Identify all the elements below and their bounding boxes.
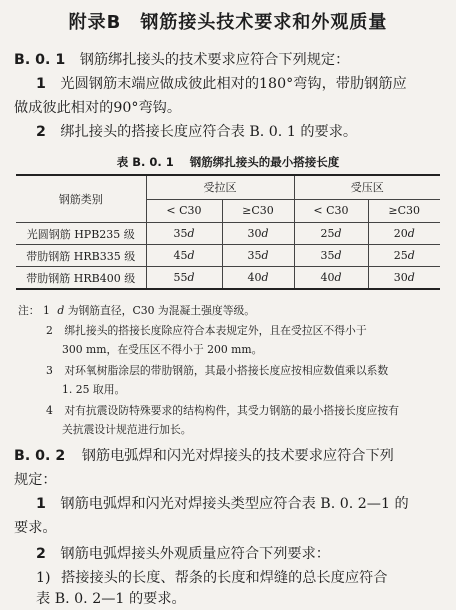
clause-number: B. 0. 1	[14, 52, 66, 68]
cell-value: 35d	[222, 245, 294, 267]
clause-text: 钢筋绑扎接头的技术要求应符合下列规定：	[79, 52, 350, 68]
cell-value: 25d	[368, 245, 440, 267]
clause-b02-item2	[36, 544, 330, 564]
cell-value: 40d	[222, 267, 294, 290]
subheader-ge-c30: ≥C30	[368, 199, 440, 222]
table-note-3-cont: 1. 25 取用。	[62, 383, 126, 396]
clause-b02-heading	[14, 446, 394, 466]
table-title: 钢筋绑扎接头的最小搭接长度	[189, 155, 340, 169]
item-text: 钢筋电弧焊接头外观质量应符合下列要求：	[60, 546, 330, 562]
header-rebar-type: 钢筋类别	[16, 175, 146, 223]
note-text: 绑扎接头的搭接长度除应符合本表规定外，且在受拉区不得小于	[64, 324, 367, 337]
row-rebar-type: 带肋钢筋 HRB400 级	[16, 267, 146, 290]
note-symbol: d	[57, 304, 65, 317]
item-text: 光圆钢筋末端应做成彼此相对的180°弯钩，带肋钢筋应	[60, 76, 407, 92]
clause-b01-item2	[36, 122, 357, 142]
item-text: 绑扎接头的搭接长度应符合表 B. 0. 1 的要求。	[60, 124, 358, 140]
clause-b02-item1	[36, 494, 409, 514]
table-note-4	[46, 402, 399, 419]
table-row	[16, 267, 440, 290]
note-text: 对有抗震设防特殊要求的结构构件，其受力钢筋的最小搭接长度应按有	[64, 404, 400, 417]
clause-b01-heading	[14, 50, 349, 70]
cell-value: 25d	[294, 223, 368, 245]
clause-b02-heading-cont: 规定：	[14, 472, 57, 488]
clause-number: B. 0. 2	[14, 448, 66, 464]
note-label: 注：	[18, 304, 40, 317]
clause-text: 钢筋电弧焊和闪光对焊接头的技术要求应符合下列	[81, 448, 394, 464]
note-text: 对环氧树脂涂层的带肋钢筋，其最小搭接长度应按相应数值乘以系数	[64, 364, 389, 377]
note-number: 3	[46, 364, 53, 377]
row-rebar-type: 带肋钢筋 HRB335 级	[16, 245, 146, 267]
clause-b01-item1-cont: 做成彼此相对的90°弯钩。	[14, 100, 182, 116]
header-compression-zone: 受压区	[294, 175, 440, 199]
subheader-ge-c30: ≥C30	[222, 199, 294, 222]
clause-b02-item1-cont: 要求。	[14, 520, 57, 536]
table-note-2-cont: 300 mm，在受压区不得小于 200 mm。	[62, 343, 263, 356]
cell-value: 35d	[294, 245, 368, 267]
item-number: 1	[36, 496, 46, 512]
cell-value: 40d	[294, 267, 368, 290]
table-note-4-cont: 关抗震设计规范进行加长。	[62, 423, 192, 436]
note-text: 为钢筋直径，C30 为混凝土强度等级。	[67, 304, 256, 317]
table-number: 表 B. 0. 1	[116, 155, 174, 169]
cell-value: 55d	[146, 267, 222, 290]
table-caption	[0, 154, 456, 170]
subheader-lt-c30: < C30	[146, 199, 222, 222]
note-number: 4	[46, 404, 53, 417]
clause-b02-sub1	[36, 568, 387, 588]
cell-value: 45d	[146, 245, 222, 267]
cell-value: 30d	[222, 223, 294, 245]
cell-value: 35d	[146, 223, 222, 245]
item-text: 钢筋电弧焊和闪光对焊接头类型应符合表 B. 0. 2—1 的	[60, 496, 409, 512]
lap-length-table	[16, 174, 440, 290]
item-number: 2	[36, 124, 46, 140]
subheader-lt-c30: < C30	[294, 199, 368, 222]
item-number: 1	[36, 76, 46, 92]
clause-b01-item1	[36, 74, 407, 94]
row-rebar-type: 光圆钢筋 HPB235 级	[16, 223, 146, 245]
item-number: 2	[36, 546, 46, 562]
note-number: 1	[43, 304, 50, 317]
header-tension-zone: 受拉区	[146, 175, 294, 199]
cell-value: 30d	[368, 267, 440, 290]
table-note-1	[18, 302, 255, 319]
clause-b02-sub1-cont: 表 B. 0. 2—1 的要求。	[36, 591, 186, 607]
sub-item-number: 1)	[36, 570, 51, 586]
table-row	[16, 245, 440, 267]
table-note-3	[46, 362, 388, 379]
table-header-row	[16, 175, 440, 199]
appendix-title: 附录B 钢筋接头技术要求和外观质量	[68, 12, 388, 33]
cell-value: 20d	[368, 223, 440, 245]
note-number: 2	[46, 324, 53, 337]
table-row	[16, 223, 440, 245]
table-note-2	[46, 322, 367, 339]
sub-item-text: 搭接接头的长度、帮条的长度和焊缝的总长度应符合	[61, 570, 388, 586]
